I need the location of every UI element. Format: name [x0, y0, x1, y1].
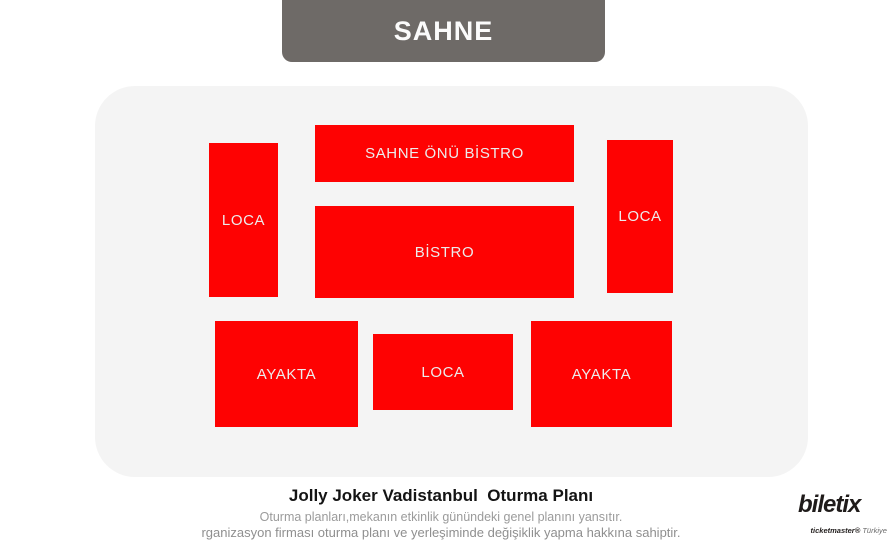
plan-title: Jolly Joker Vadistanbul Oturma Planı	[288, 486, 594, 505]
stage-block	[282, 0, 605, 62]
disclaimer-line-2: rganizasyon firması oturma planı ve yerleşiminde değişiklik yapma hakkına sahiptir.	[201, 525, 681, 540]
section-loca-bottom[interactable]	[373, 334, 513, 410]
ticketmaster-turkiye-tagline	[798, 517, 894, 544]
disclaimer-line-1: Oturma planları,mekanın etkinlik günündeki genel planını yansıtır.	[259, 510, 623, 524]
biletix-logo-wordmark: biletix	[798, 491, 861, 518]
section-label: BİSTRO	[414, 243, 475, 261]
section-loca-right[interactable]	[607, 140, 673, 293]
section-sahne-onu-bistro[interactable]	[315, 125, 574, 182]
section-ayakta-left[interactable]	[215, 321, 358, 427]
turkiye-label: Türkiye	[860, 526, 887, 535]
section-loca-left[interactable]	[209, 143, 278, 297]
section-label: AYAKTA	[256, 365, 317, 383]
section-ayakta-right[interactable]	[531, 321, 672, 427]
section-label: LOCA	[221, 211, 266, 229]
section-label: SAHNE ÖNÜ BİSTRO	[365, 145, 524, 162]
stage-label: SAHNE	[393, 15, 494, 46]
ticketmaster-label: ticketmaster®	[810, 526, 861, 535]
section-label: LOCA	[421, 363, 465, 381]
section-label: AYAKTA	[571, 365, 632, 383]
section-label: LOCA	[618, 208, 662, 225]
venue-area	[95, 86, 808, 477]
section-bistro[interactable]	[315, 206, 574, 298]
biletix-logo	[798, 492, 894, 544]
